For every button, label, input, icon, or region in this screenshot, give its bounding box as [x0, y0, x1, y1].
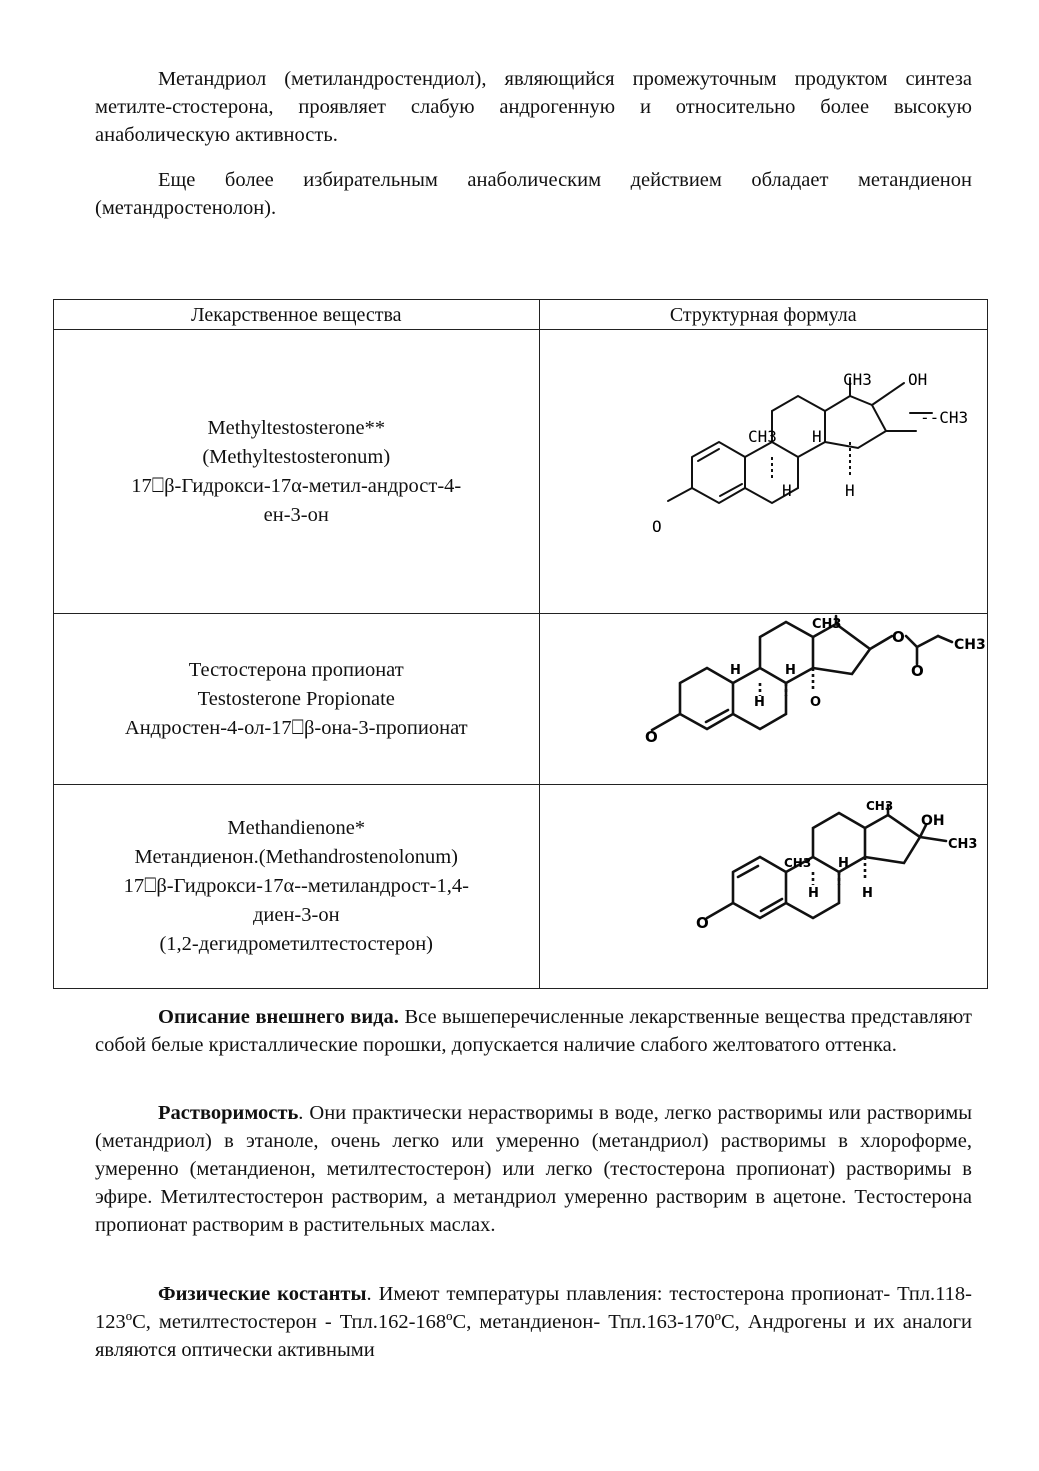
drug-name-line: Метандиенон.(Methandrostenolonum) — [134, 846, 458, 868]
drug-table — [53, 299, 988, 989]
table-row — [54, 785, 988, 989]
table-header-row — [54, 300, 988, 330]
intro-paragraph-1 — [95, 65, 972, 149]
header-drug: Лекарственное вещества — [54, 300, 540, 330]
struct-label: H — [844, 481, 855, 500]
constants-text: . Имеют температуры плавления: тестостерона пропионат- Тпл.118-123ºС, метилтестостерон - Тпл.162-168ºС, метандиенон- Тпл.163-170ºС, Андрогены и их аналоги являются оптически активными — [95, 1283, 973, 1361]
struct-label: OH — [907, 370, 927, 389]
drug-name-line: Methandienone* — [227, 817, 366, 839]
struct-label: H — [861, 886, 873, 901]
appearance-text: Все вышеперечисленные лекарственные вещества представляют собой белые кристаллические порошки, допускается наличие слабого желтоватого оттенка. — [95, 1006, 973, 1056]
struct-label: CH3 — [947, 837, 977, 852]
struct-label: CH3 — [811, 617, 841, 632]
constants-title: Физические костанты — [158, 1283, 367, 1305]
drug-name-cell — [54, 330, 540, 614]
struct-label: H — [807, 886, 819, 901]
struct-label: CH3 — [865, 799, 893, 813]
drug-name-line: ен-3-он — [263, 504, 329, 526]
struct-label: O — [809, 695, 821, 710]
struct-label: O — [644, 728, 658, 746]
struct-label: H — [811, 427, 822, 446]
table-row — [54, 614, 988, 785]
methyltestosterone-structure — [540, 330, 988, 614]
struct-label: H — [729, 663, 741, 678]
struct-label: H — [753, 695, 765, 710]
intro-text-2: Еще более избирательным анаболическим действием обладает метандиенон (метандростенолон). — [95, 169, 972, 219]
struct-label: O — [910, 662, 924, 680]
methandienone-structure — [540, 785, 988, 989]
drug-name-line: (Methyltestosteronum) — [202, 446, 391, 468]
struct-label: H — [784, 663, 796, 678]
appearance-paragraph — [95, 1003, 972, 1059]
struct-label: O — [651, 517, 662, 536]
drug-name-cell — [54, 785, 540, 989]
solubility-paragraph — [95, 1099, 972, 1239]
drug-name-line: Тестостерона пропионат — [188, 658, 404, 681]
struct-label: O — [695, 914, 709, 932]
structure-cell — [539, 785, 987, 989]
drug-name-line: (1,2-дегидрометилтестостерон) — [159, 933, 434, 955]
drug-name-line: Андростен-4-ол-17⎕β-она-3-пропионат — [124, 716, 468, 739]
drug-name-line: диен-3-он — [252, 904, 340, 926]
struct-label: O — [891, 628, 905, 646]
drug-name-cell — [54, 614, 540, 785]
struct-label: CH3 — [747, 427, 777, 446]
solubility-text: . Они практически нерастворимы в воде, легко растворимы или растворимы (метандриол) в этаноле, очень легко или умеренно (метандриол) растворимы в хлороформе, умеренно (метандиенон, метилтестостерон) или легко (тестостерона пропионат) растворимы в эфире. Метилтестостерон растворим, а метандриол умеренно растворим в ацетоне. Тестостерона пропионат растворим в растительных маслах. — [95, 1102, 972, 1236]
table-row — [54, 330, 988, 614]
constants-paragraph — [95, 1280, 972, 1364]
drug-name-line: 17⎕β-Гидрокси-17α-метил-андрост-4- — [131, 475, 462, 497]
intro-paragraph-2 — [95, 166, 972, 222]
struct-label: H — [837, 856, 849, 871]
testosterone-propionate-structure — [540, 614, 988, 785]
struct-label: CH3 — [783, 856, 811, 870]
drug-name-line: Testosterone Propionate — [197, 687, 395, 710]
structure-cell — [539, 330, 987, 614]
structure-cell — [539, 614, 987, 785]
struct-label: OH — [920, 813, 945, 829]
drug-name-line: Methyltestosterone** — [207, 417, 386, 439]
intro-text-1: Метандриол (метиландростендиол), являющийся промежуточным продуктом синтеза метилте-стостерона, проявляет слабую андрогенную и относительно более высокую анаболическую активность. — [95, 68, 972, 146]
drug-name-line: 17⎕β-Гидрокси-17α--метиландрост-1,4- — [123, 875, 469, 897]
struct-label: --CH3 — [919, 408, 968, 427]
header-formula: Структурная формула — [539, 300, 987, 330]
struct-label: CH3 — [953, 637, 986, 653]
appearance-title: Описание внешнего вида. — [158, 1006, 399, 1028]
struct-label: H — [781, 481, 792, 500]
struct-label: CH3 — [842, 370, 872, 389]
solubility-title: Растворимость — [158, 1102, 299, 1124]
